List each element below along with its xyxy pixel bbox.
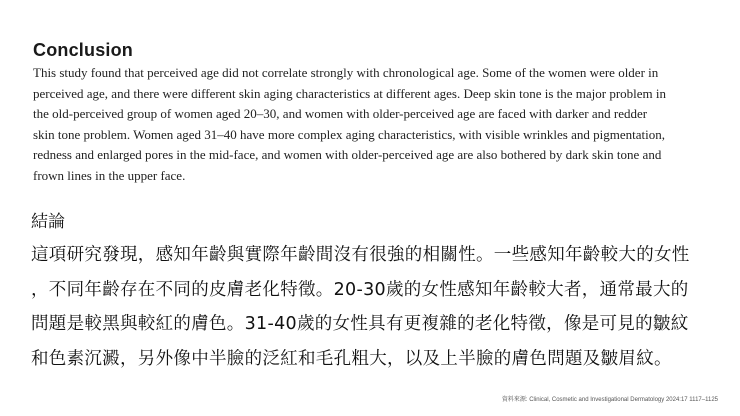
english-heading: Conclusion [33,40,133,60]
chinese-line: 這項研究發現，感知年齡與實際年齡間沒有很強的相關性。一些感知年齡較大的女性 [31,245,690,265]
english-line: the old-perceived group of women aged 20–30, and women with older-perceived age are faced with darker and redder [33,106,648,122]
chinese-line: ，不同年齡存在不同的皮膚老化特徵。20-30歲的女性感知年齡較大者，通常最大的 [31,279,689,300]
chinese-line: 問題是較黑與較紅的膚色。31-40歲的女性具有更複雜的老化特徵，像是可見的皺紋 [31,314,689,334]
chinese-heading: 結論 [31,212,65,232]
english-line: frown lines in the upper face. [33,167,186,183]
chinese-paragraph [31,238,731,376]
english-line: This study found that perceived age did not correlate strongly with chronological age. Some of the women were older in [33,65,659,80]
chinese-line: 和色素沉澱，另外像中半臉的泛紅和毛孔粗大，以及上半臉的膚色問題及皺眉紋。 [31,348,672,369]
english-line: skin tone problem. Women aged 31–40 have more complex aging characteristics, with visible wrinkles and pigmentation, [33,126,665,142]
english-line: perceived age, and there were different skin aging characteristics at different ages. Deep skin tone is the major problem in [33,85,667,101]
english-paragraph [33,63,719,187]
english-line: redness and enlarged pores in the mid-face, and women with older-perceived age are also bothered by dark skin tone and [33,147,662,163]
source-citation: 資料來源: Clinical, Cosmetic and Investigational Dermatology 2024:17 1117–1125 [501,397,718,403]
